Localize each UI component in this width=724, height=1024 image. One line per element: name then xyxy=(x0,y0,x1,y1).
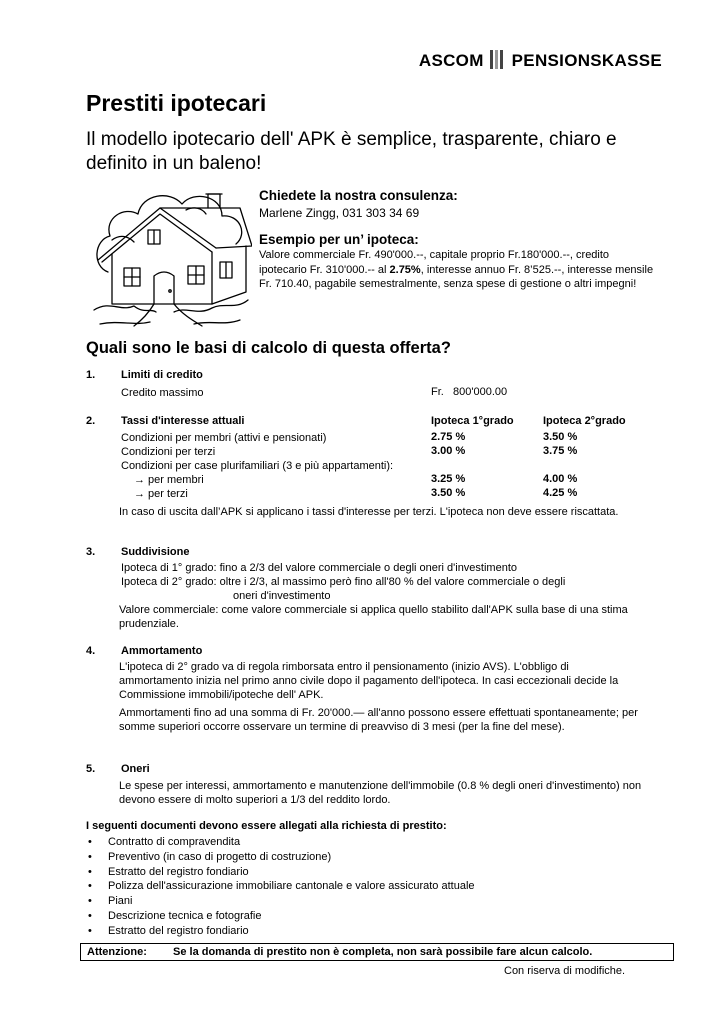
house-illustration xyxy=(90,180,252,328)
example-text: Valore commerciale Fr. 490'000.--, capitale proprio Fr.180'000.--, credito ipotecario Fr. 310'000.-- al 2.75%, interesse annuo Fr. 8’525.--, interesse mensile Fr. 710.40, pagabile semestralmente, senza spese di gestione o altri impegni! xyxy=(259,249,654,290)
page-title: Prestiti ipotecari xyxy=(86,90,267,116)
costs-paragraph: Le spese per interessi, ammortamento e manutenzione dell'immobile (0.8 % degli oneri d'investimento) non devono essere di molto superiori a 1/3 del reddito lordo. xyxy=(119,780,642,806)
section-number: 3. xyxy=(86,546,96,558)
subdivision-market-value: Valore commerciale: come valore commerciale si applica quello stabilito dall'APK sulla base di una stima prudenziale. xyxy=(119,604,628,630)
subdivision-second-rank-cont: oneri d'investimento xyxy=(233,590,331,602)
rate-value: 3.75 % xyxy=(543,445,578,457)
documents-list xyxy=(86,835,475,939)
section-number: 5. xyxy=(86,763,96,775)
example-rate: 2.75% xyxy=(389,263,421,276)
attention-message: Se la domanda di prestito non è completa, non sarà possibile fare alcun calcolo. xyxy=(173,946,593,958)
section-heading-subdivision: Suddivisione xyxy=(121,546,190,558)
rate-row-label: Condizioni per case plurifamiliari (3 e più appartamenti): xyxy=(121,460,394,472)
amortization-paragraph-1: L'ipoteca di 2° grado va di regola rimborsata entro il pensionamento (inizio AVS). L'obbligo di ammortamento inizia nel primo anno civile dopo il pagamento dell'ipoteca. In casi eccezionali decide la Commissione immobili/ipoteche dell' APK. xyxy=(119,661,619,701)
max-credit-value: Fr. 800'000.00 xyxy=(431,386,508,398)
rate-row-label: → per terzi xyxy=(134,488,188,500)
column-header-second-rank: Ipoteca 2°grado xyxy=(543,415,626,427)
list-item: • Polizza dell'assicurazione immobiliare cantonale e valore assicurato attuale xyxy=(86,879,475,894)
rate-value: 4.25 % xyxy=(543,487,578,499)
attention-label: Attenzione: xyxy=(87,946,147,958)
rate-row-label: Condizioni per terzi xyxy=(121,446,216,458)
max-credit-label: Credito massimo xyxy=(121,387,204,399)
logo-text-ascom: ASCOM xyxy=(418,51,484,70)
rate-value: 2.75 % xyxy=(431,431,466,443)
section-heading-interest-rates: Tassi d'interesse attuali xyxy=(121,415,245,427)
logo-text-pensionskasse: PENSIONSKASSE xyxy=(511,51,662,70)
page-subtitle: Il modello ipotecario dell' APK è semplice, trasparente, chiaro e definito in un baleno! xyxy=(86,129,617,174)
documents-heading: I seguenti documenti devono essere allegati alla richiesta di prestito: xyxy=(86,820,447,832)
section-number: 1. xyxy=(86,369,96,381)
subdivision-second-rank: Ipoteca di 2° grado: oltre i 2/3, al massimo però fino all'80 % del valore commerciale o degli xyxy=(121,576,566,588)
rate-value: 3.50 % xyxy=(431,487,466,499)
consultation-heading: Chiedete la nostra consulenza: xyxy=(259,188,458,203)
company-logo xyxy=(0,50,662,74)
list-item: • Preventivo (in caso di progetto di costruzione) xyxy=(86,850,475,865)
rate-value: 3.25 % xyxy=(431,473,466,485)
rate-value: 4.00 % xyxy=(543,473,578,485)
footer-note: Con riserva di modifiche. xyxy=(504,965,626,977)
rates-note: In caso di uscita dall’APK si applicano i tassi d'interesse per terzi. L'ipoteca non deve essere riscattata. xyxy=(119,506,619,518)
section-heading-amortization: Ammortamento xyxy=(121,645,203,657)
rate-row-label: → per membri xyxy=(134,474,204,486)
rate-value: 3.00 % xyxy=(431,445,466,457)
section-heading-credit-limits: Limiti di credito xyxy=(121,369,203,381)
section-number: 4. xyxy=(86,645,96,657)
list-item: • Estratto del registro fondiario xyxy=(86,865,475,880)
example-heading: Esempio per un’ ipoteca: xyxy=(259,232,419,247)
list-item: • Contratto di compravendita xyxy=(86,835,475,850)
attention-box xyxy=(80,943,674,961)
list-item: • Estratto del registro fondiario xyxy=(86,924,475,939)
rate-row-label: Condizioni per membri (attivi e pensionati) xyxy=(121,432,327,444)
list-item: • Descrizione tecnica e fotografie xyxy=(86,909,475,924)
section-heading: Quali sono le basi di calcolo di questa offerta? xyxy=(86,339,451,357)
logo-bars-icon xyxy=(490,50,505,74)
rate-value: 3.50 % xyxy=(543,431,578,443)
subdivision-first-rank: Ipoteca di 1° grado: fino a 2/3 del valore commerciale o degli oneri d'investimento xyxy=(121,562,517,574)
list-item: • Piani xyxy=(86,894,475,909)
section-heading-costs: Oneri xyxy=(121,763,150,775)
section-number: 2. xyxy=(86,415,96,427)
amortization-paragraph-2: Ammortamenti fino ad una somma di Fr. 20'000.— all'anno possono essere effettuati spontaneamente; per somme superiori occorre osservare un termine di preavviso di 3 mesi (per la fine del mese). xyxy=(119,707,638,733)
consultation-contact: Marlene Zingg, 031 303 34 69 xyxy=(259,206,420,220)
column-header-first-rank: Ipoteca 1°grado xyxy=(431,415,514,427)
